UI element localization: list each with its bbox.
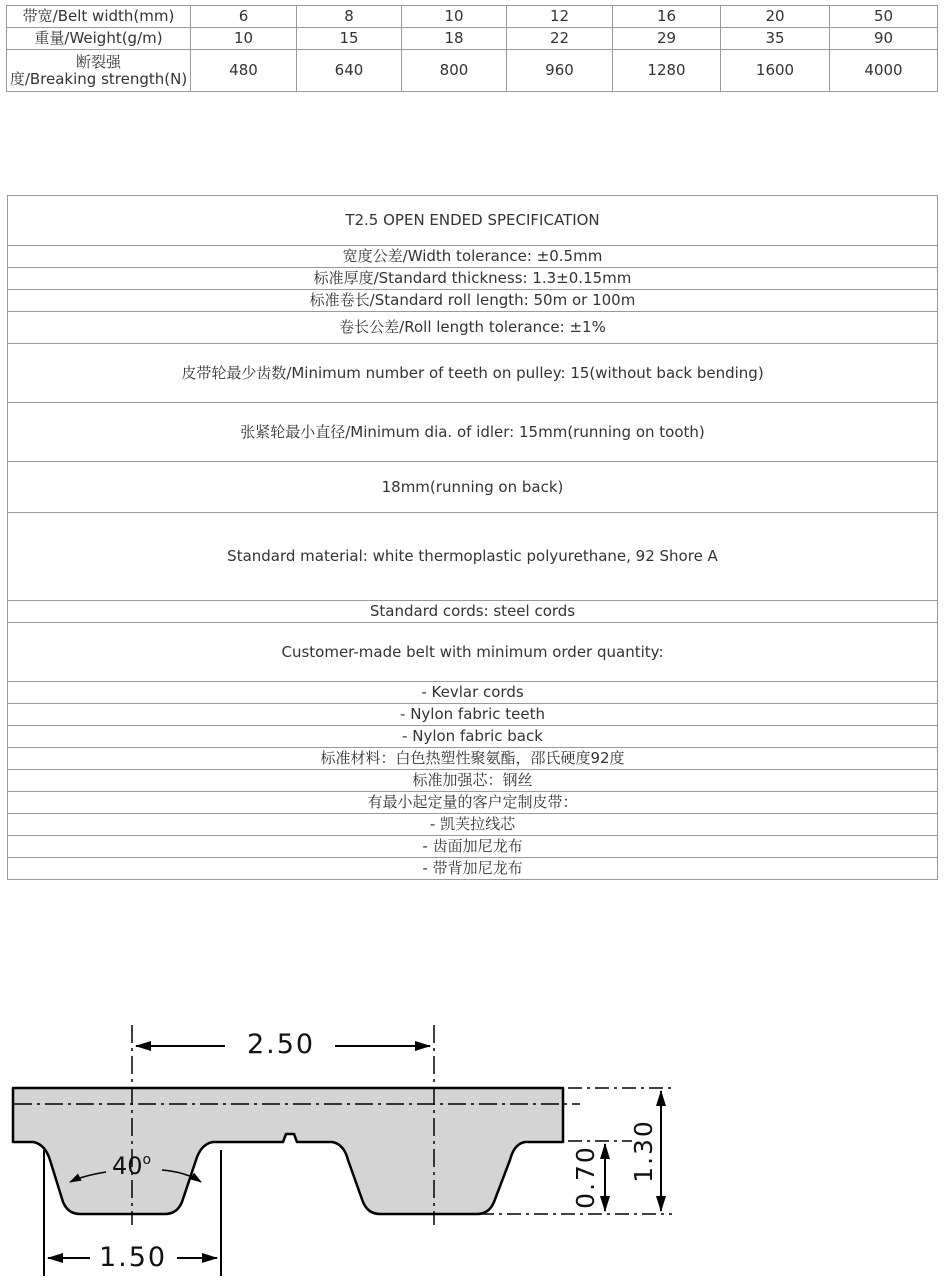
belt-profile-shape (13, 1088, 563, 1214)
spec-line: Standard cords: steel cords (8, 601, 938, 623)
table-cell: 90 (830, 28, 938, 50)
spec-line: Standard material: white thermoplastic polyurethane, 92 Shore A (8, 513, 938, 601)
table-cell: 29 (613, 28, 721, 50)
pitch-dimension-label: 2.50 (246, 1029, 316, 1060)
table-row (8, 836, 938, 858)
degree-symbol: o (142, 1152, 152, 1168)
table-cell: 50 (830, 6, 938, 28)
spec-line: 皮带轮最少齿数/Minimum number of teeth on pulley: 15(without back bending) (8, 344, 938, 403)
belt-width-row (7, 6, 938, 28)
table-row (8, 704, 938, 726)
spec-line: 宽度公差/Width tolerance: ±0.5mm (8, 246, 938, 268)
spec-line: 卷长公差/Roll length tolerance: ±1% (8, 312, 938, 344)
specification-table (7, 195, 938, 880)
spec-line: Customer-made belt with minimum order quantity: (8, 623, 938, 682)
table-cell: 1600 (721, 50, 830, 92)
tooth-width-label: 1.50 (98, 1242, 168, 1273)
table-cell: 22 (507, 28, 613, 50)
table-cell: 640 (297, 50, 402, 92)
table-row (8, 268, 938, 290)
spec-line: 有最小起定量的客户定制皮带： (8, 792, 938, 814)
table-cell: 1280 (613, 50, 721, 92)
table-row (8, 601, 938, 623)
spec-line: - Nylon fabric back (8, 726, 938, 748)
spec-line: 标准卷长/Standard roll length: 50m or 100m (8, 290, 938, 312)
table-cell: 16 (613, 6, 721, 28)
weight-row (7, 28, 938, 50)
spec-line: 标准材料：白色热塑性聚氨酯，邵氏硬度92度 (8, 748, 938, 770)
table-cell: 8 (297, 6, 402, 28)
tooth-height-label: 0.70 (571, 1145, 600, 1209)
table-row (8, 403, 938, 462)
spec-title: T2.5 OPEN ENDED SPECIFICATION (8, 196, 938, 246)
spec-line: - Nylon fabric teeth (8, 704, 938, 726)
table-cell: 20 (721, 6, 830, 28)
spec-line: 张紧轮最小直径/Minimum dia. of idler: 15mm(running on tooth) (8, 403, 938, 462)
row-label: 带宽/Belt width(mm) (7, 6, 191, 28)
table-row (8, 858, 938, 880)
spec-line: - Kevlar cords (8, 682, 938, 704)
table-cell: 10 (402, 6, 507, 28)
table-row (8, 513, 938, 601)
table-row (8, 290, 938, 312)
spec-line: 18mm(running on back) (8, 462, 938, 513)
table-row (8, 682, 938, 704)
table-row (8, 748, 938, 770)
table-cell: 480 (191, 50, 297, 92)
spec-line: 标准加强芯：钢丝 (8, 770, 938, 792)
table-row (8, 770, 938, 792)
belt-profile-drawing (0, 1010, 700, 1286)
table-cell: 960 (507, 50, 613, 92)
tooth-angle-value: 40 (112, 1152, 143, 1180)
table-row (8, 792, 938, 814)
spec-line: - 齿面加尼龙布 (8, 836, 938, 858)
table-row (8, 246, 938, 268)
table-row (8, 726, 938, 748)
table-row (8, 814, 938, 836)
total-height-label: 1.30 (629, 1119, 658, 1183)
table-cell: 12 (507, 6, 613, 28)
table-row (8, 312, 938, 344)
table-cell: 35 (721, 28, 830, 50)
table-row (8, 623, 938, 682)
row-label-line-2: 度/Breaking strength(N) (9, 69, 188, 88)
table-cell: 18 (402, 28, 507, 50)
spec-line: - 带背加尼龙布 (8, 858, 938, 880)
row-label-line-1: 断裂强 (75, 52, 121, 71)
table-row (8, 196, 938, 246)
breaking-strength-row (7, 50, 938, 92)
table-cell: 6 (191, 6, 297, 28)
table-cell: 15 (297, 28, 402, 50)
row-label (7, 50, 191, 92)
belt-properties-table (6, 5, 938, 92)
spec-line: 标准厚度/Standard thickness: 1.3±0.15mm (8, 268, 938, 290)
table-row (8, 344, 938, 403)
spec-line: - 凯芙拉线芯 (8, 814, 938, 836)
table-cell: 10 (191, 28, 297, 50)
table-cell: 4000 (830, 50, 938, 92)
table-cell: 800 (402, 50, 507, 92)
row-label: 重量/Weight(g/m) (7, 28, 191, 50)
table-row (8, 462, 938, 513)
